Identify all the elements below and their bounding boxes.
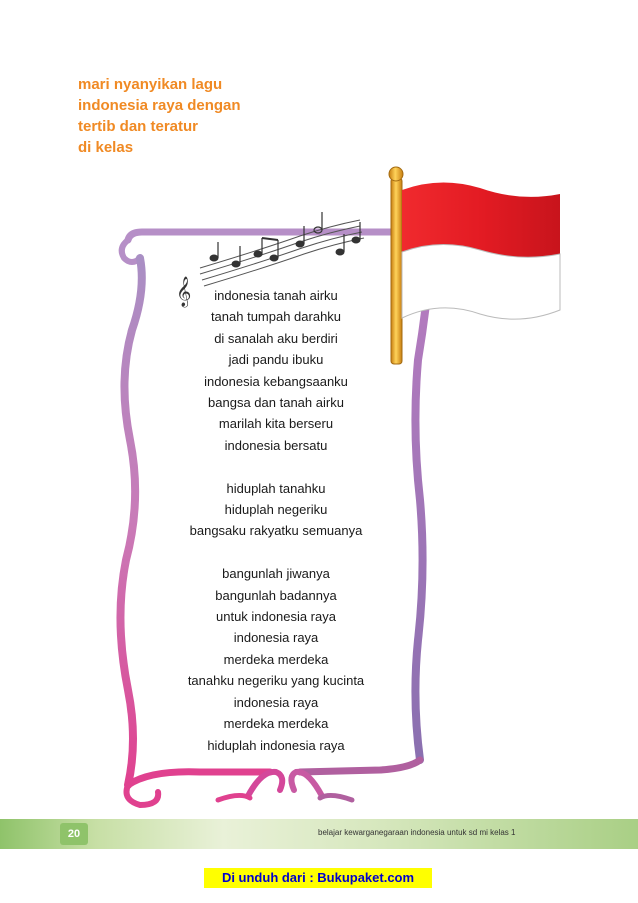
- lyric-line: hiduplah indonesia raya: [207, 737, 345, 753]
- lyric-line: indonesia kebangsaanku: [204, 373, 348, 389]
- intro-line: indonesia raya dengan: [78, 97, 241, 114]
- lyric-line: merdeka merdeka: [223, 716, 329, 732]
- lyric-line: indonesia raya: [233, 630, 319, 646]
- intro-line: di kelas: [78, 139, 134, 156]
- lyric-line: bangunlah badannya: [215, 587, 337, 603]
- music-notes-icon: [200, 212, 364, 286]
- song-lyrics: [150, 285, 402, 756]
- lyric-line: tanah tumpah darahku: [210, 309, 342, 325]
- flag-icon: [389, 167, 560, 364]
- lyric-line: tanahku negeriku yang kucinta: [187, 673, 365, 689]
- intro-text: [78, 74, 378, 158]
- lyric-line: untuk indonesia raya: [216, 609, 336, 625]
- lyric-line: hiduplah negeriku: [224, 502, 328, 518]
- lyric-line: indonesia bersatu: [224, 437, 328, 453]
- lyric-line: marilah kita berseru: [218, 416, 334, 432]
- treble-clef-icon: 𝄞: [176, 277, 192, 307]
- intro-line: tertib dan teratur: [78, 118, 199, 135]
- stanza-gap: [150, 456, 402, 477]
- lyric-line: di sanalah aku berdiri: [214, 330, 338, 346]
- intro-line: mari nyanyikan lagu: [78, 76, 223, 93]
- lyric-line: bangsaku rakyatku semuanya: [189, 523, 363, 539]
- lyric-line: bangsa dan tanah airku: [208, 395, 344, 411]
- lyric-line: merdeka merdeka: [223, 651, 329, 667]
- lyric-line: jadi pandu ibuku: [228, 352, 324, 368]
- book-title: belajar kewarganegaraan indonesia untuk sd mi kelas 1: [318, 828, 516, 837]
- lyric-line: indonesia tanah airku: [214, 288, 338, 303]
- page-number: 20: [60, 823, 88, 845]
- download-banner[interactable]: Di unduh dari : Bukupaket.com: [204, 868, 432, 888]
- lyric-line: bangunlah jiwanya: [222, 566, 330, 582]
- stanza-gap: [150, 542, 402, 563]
- lyric-line: indonesia raya: [233, 694, 319, 710]
- lyric-line: hiduplah tanahku: [226, 480, 326, 496]
